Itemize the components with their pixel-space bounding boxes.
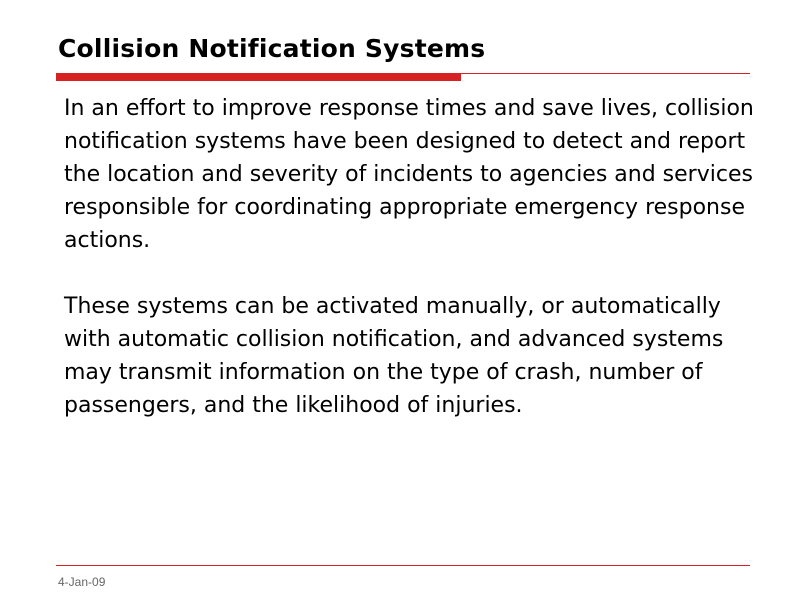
footer-divider [56, 565, 750, 566]
title-underline-accent [56, 73, 461, 81]
footer-date: 4-Jan-09 [58, 575, 106, 589]
slide-body [64, 92, 754, 422]
body-paragraph-1: In an effort to improve response times and save lives, collision notification systems have been designed to detect and report the location and severity of incidents to agencies and services responsible for coordinating appropriate emergency response actions. [64, 96, 754, 253]
body-paragraph-2: These systems can be activated manually, or automatically with automatic collision notification, and advanced systems may transmit information on the type of crash, number of passengers, and the likelihood of injuries. [64, 294, 724, 418]
slide-title: Collision Notification Systems [58, 34, 486, 63]
